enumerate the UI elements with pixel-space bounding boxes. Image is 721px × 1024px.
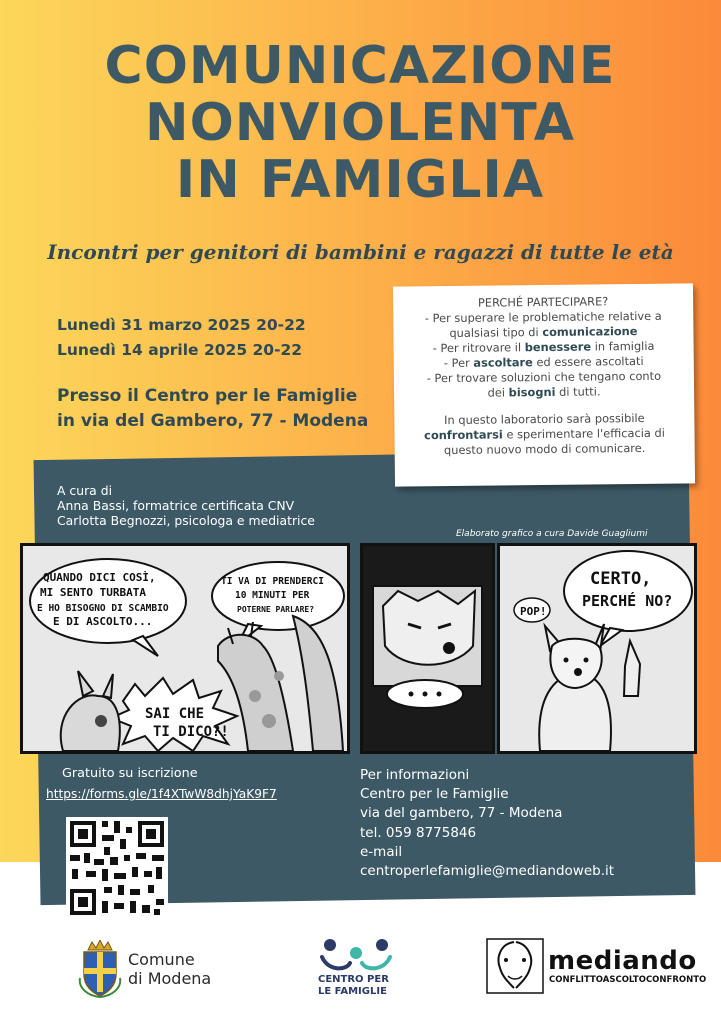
venue [57, 384, 368, 434]
bubble-text: SAI CHE [145, 706, 205, 722]
signup-text: Gratuito su iscrizione [62, 766, 198, 781]
bubble-text: QUANDO DICI COSÌ, [43, 571, 156, 584]
info-line: Centro per le Famiglie [360, 786, 509, 803]
contact-info [360, 766, 614, 881]
bubble-text: CERTO, [590, 569, 652, 589]
why-box [393, 283, 695, 486]
svg-text:TI VA DI PRENDERCI 10 MI [221, 576, 330, 614]
bubble-text: PERCHÉ NO? [582, 592, 673, 610]
info-line: e-mail [360, 843, 403, 860]
why-line: In questo laboratorio sarà possibile [444, 410, 645, 428]
why-line: questo nuovo modo di comunicare. [443, 440, 646, 458]
info-line: Per informazioni [360, 767, 470, 783]
comic-panel-2 [360, 543, 495, 754]
centro-famiglie-logo-icon [318, 933, 394, 977]
why-line: confrontarsi e sperimentare l'efficacia di [424, 425, 665, 443]
mediando-face-icon [486, 938, 544, 998]
qr-code[interactable] [66, 817, 168, 919]
why-line: dei bisogni di tutti. [487, 384, 601, 400]
why-line: qualsiasi tipo di comunicazione [449, 324, 638, 340]
organizer-line: A cura di [57, 483, 113, 498]
venue-line: in via del Gambero, 77 - Modena [57, 411, 369, 431]
bubble-text: MI SENTO TURBATA [40, 586, 146, 599]
bubble-text: TI DICO?! [153, 724, 229, 740]
bubble-text: 10 MINUTI PER [235, 590, 310, 601]
pop-text: POP! [520, 605, 547, 618]
modena-logo-text: Comune di Modena [128, 950, 212, 988]
why-line: - Per trovare soluzioni che tengano conto [426, 368, 662, 386]
why-line: - Per superare le problematiche relative a [424, 308, 662, 326]
organizers [57, 483, 315, 528]
why-line: - Per ritrovare il benessere in famiglia [432, 338, 655, 356]
bubble-text: E DI ASCOLTO... [53, 615, 153, 628]
venue-line: Presso il Centro per le Famiglie [57, 386, 358, 406]
comic-illustration-1 [23, 546, 347, 751]
bubble-text: TI VA DI PRENDERCI [221, 576, 324, 587]
mediando-logo-tagline: CONFLITTOASCOLTOCONFRONTO [549, 975, 707, 985]
bubble-text: E HO BISOGNO DI SCAMBIO [37, 603, 169, 614]
centro-famiglie-logo-text: CENTRO PER LE FAMIGLIE [318, 974, 389, 997]
title-line: NONVIOLENTA [145, 93, 575, 153]
event-dates [57, 313, 306, 363]
subtitle: Incontri per genitori di bambini e ragazzi di tutte le età [47, 240, 674, 264]
signup-link[interactable]: https://forms.gle/1f4XTwW8dhjYaK9F7 [46, 787, 277, 801]
poster-title [60, 38, 660, 209]
graphic-credit: Elaborato grafico a cura Davide Guagliumi [456, 529, 648, 539]
bubble-text: POTERNE PARLARE? [237, 605, 315, 614]
organizer-line: Carlotta Begnozzi, psicologa e mediatrice [57, 513, 315, 528]
organizer-line: Anna Bassi, formatrice certificata CNV [57, 498, 295, 513]
date-line: Lunedì 14 aprile 2025 20-22 [57, 341, 303, 359]
why-title: PERCHÉ PARTECIPARE? [477, 294, 609, 310]
info-line: tel. 059 8775846 [360, 824, 477, 841]
title-line: IN FAMIGLIA [175, 150, 545, 210]
info-line: via del gambero, 77 - Modena [360, 805, 563, 822]
why-line: - Per ascoltare ed essere ascoltati [443, 353, 644, 371]
title-line: COMUNICAZIONE [104, 36, 616, 96]
comic-illustration-2 [363, 546, 492, 751]
email-link[interactable]: centroperlefamiglie@mediandoweb.it [360, 863, 615, 880]
date-line: Lunedì 31 marzo 2025 20-22 [57, 316, 306, 334]
comic-panel-3 [497, 543, 697, 754]
modena-crest-icon [78, 940, 122, 1002]
mediando-logo-text: mediando [548, 946, 697, 976]
comic-panel-1 [20, 543, 350, 754]
comic-illustration-3 [500, 546, 694, 751]
